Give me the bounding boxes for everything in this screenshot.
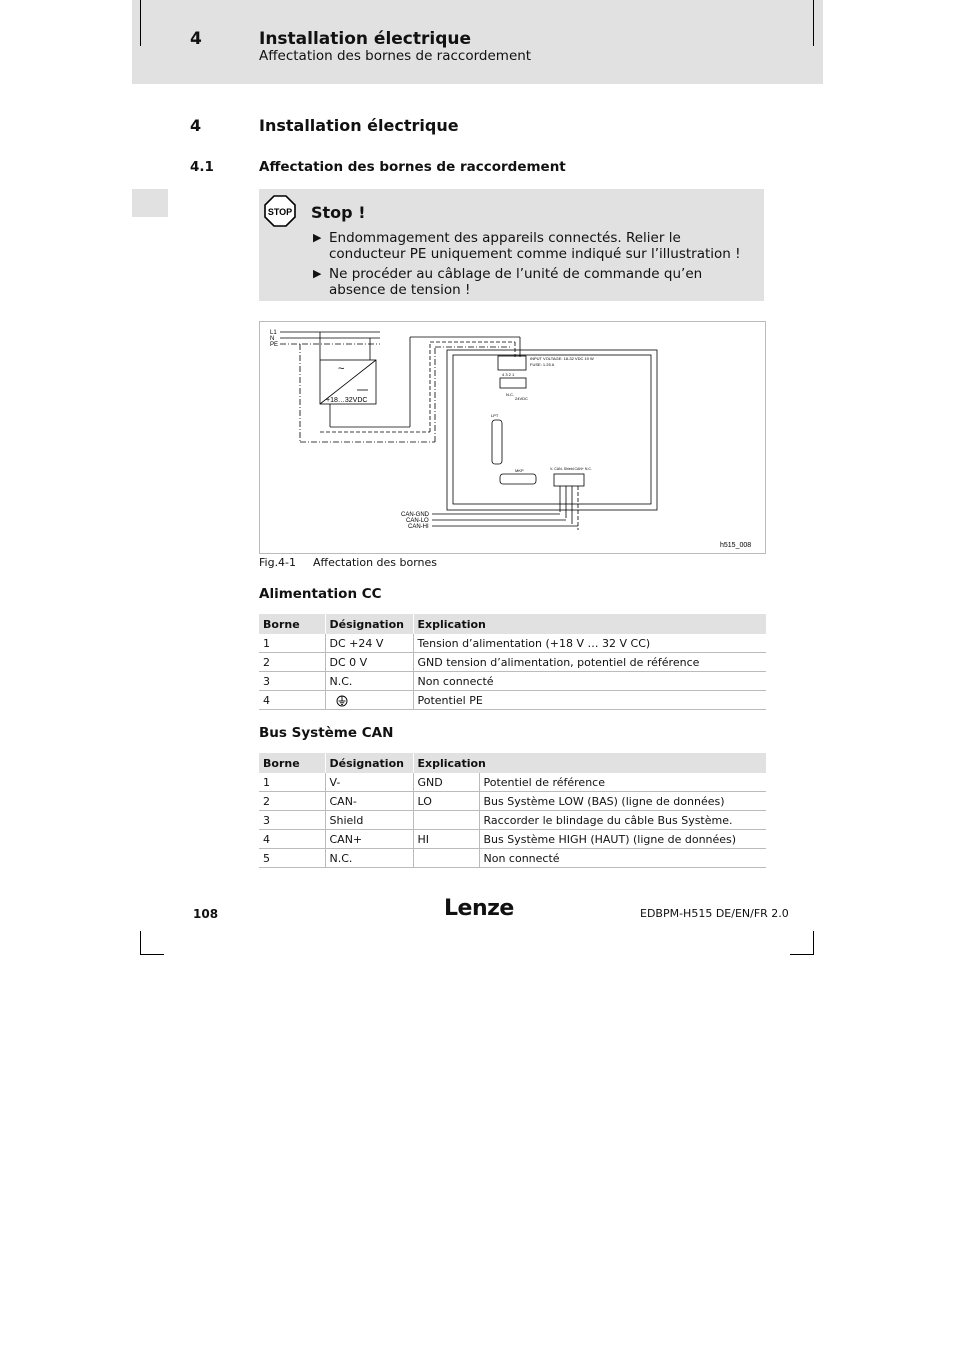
table-header-row	[259, 753, 766, 773]
label-l1: L1	[270, 330, 277, 336]
cell-borne: 2	[259, 653, 325, 672]
stop-sign-text: STOP	[267, 207, 293, 217]
cell-designation: DC +24 V	[325, 634, 413, 653]
cell-signal	[413, 849, 479, 868]
label-psu-dc: +18…32VDC	[326, 397, 368, 404]
cell-designation: N.C.	[325, 849, 413, 868]
col-header: Borne	[259, 753, 325, 773]
cell-signal: GND	[413, 773, 479, 792]
document-code: EDBPM-H515 DE/EN/FR 2.0	[640, 907, 789, 920]
bullet-arrow-icon: ▶	[313, 231, 322, 244]
page-number: 108	[193, 907, 219, 921]
crop-mark	[140, 931, 141, 955]
table-row	[259, 634, 766, 653]
table-row	[259, 672, 766, 691]
cell-borne: 1	[259, 634, 325, 653]
stop-sign-icon	[264, 195, 296, 227]
table-row	[259, 830, 766, 849]
col-header: Désignation	[325, 753, 413, 773]
cell-designation: V-	[325, 773, 413, 792]
cell-borne: 3	[259, 811, 325, 830]
stop-bullet-text: Ne procéder au câblage de l’unité de commande qu’en absence de tension !	[329, 266, 703, 298]
crop-mark	[140, 954, 164, 955]
cell-explication: GND tension d’alimentation, potentiel de référence	[413, 653, 766, 672]
crop-mark	[140, 0, 141, 46]
table-row	[259, 773, 766, 792]
section-title: Installation électrique	[259, 116, 459, 135]
cell-explication: Non connecté	[413, 672, 766, 691]
cell-designation: CAN+	[325, 830, 413, 849]
stop-title: Stop !	[311, 203, 366, 222]
label-n: N	[270, 336, 275, 342]
cell-explication: Tension d’alimentation (+18 V … 32 V CC)	[413, 634, 766, 653]
crop-mark	[813, 0, 814, 46]
label-psu-ac: ~	[338, 363, 345, 375]
cell-explication: Potentiel de référence	[479, 773, 766, 792]
dc-table-heading: Alimentation CC	[259, 586, 382, 602]
cell-borne: 4	[259, 691, 325, 710]
label-can-gnd: CAN-GND	[401, 512, 429, 518]
stop-bullet-text: Endommagement des appareils connectés. Relier le conducteur PE uniquement comme indiqué sur l’illustration !	[329, 230, 741, 262]
header-subtitle: Affectation des bornes de raccordement	[259, 48, 532, 64]
cell-borne: 3	[259, 672, 325, 691]
cell-signal: LO	[413, 792, 479, 811]
figure-caption-number: Fig.4-1	[259, 556, 297, 569]
cell-explication: Raccorder le blindage du câble Bus Système.	[479, 811, 766, 830]
side-tab	[132, 189, 168, 217]
cell-explication: Non connecté	[479, 849, 766, 868]
cell-signal	[413, 811, 479, 830]
cell-designation	[325, 691, 413, 710]
table-row	[259, 811, 766, 830]
col-header: Explication	[413, 753, 766, 773]
col-header: Explication	[413, 614, 766, 634]
col-header: Borne	[259, 614, 325, 634]
lenze-logo: Lenze	[444, 896, 514, 921]
label-can-pins: V- CAN- Shield CAN+ N.C.	[550, 467, 592, 471]
label-pe: PE	[270, 342, 279, 348]
table-row	[259, 691, 766, 710]
label-mkp: MKP	[515, 468, 524, 473]
wiring-diagram	[259, 321, 766, 554]
label-lpt: LPT	[491, 413, 499, 418]
subsection-number: 4.1	[190, 159, 214, 175]
cell-designation: DC 0 V	[325, 653, 413, 672]
cell-designation: Shield	[325, 811, 413, 830]
dc-table	[259, 614, 766, 710]
header-band	[132, 0, 823, 84]
bullet-arrow-icon: ▶	[313, 267, 322, 280]
crop-mark	[790, 954, 814, 955]
cell-explication: Potentiel PE	[413, 691, 766, 710]
can-table	[259, 753, 766, 868]
subsection-title: Affectation des bornes de raccordement	[259, 159, 566, 175]
label-nc: N.C.	[506, 392, 514, 397]
can-table-heading: Bus Système CAN	[259, 725, 394, 741]
label-fuse: FUSE: 1.25 A	[530, 362, 555, 367]
ground-symbol-icon	[336, 695, 348, 707]
table-row	[259, 653, 766, 672]
wiring-diagram-svg	[260, 322, 765, 553]
table-row	[259, 849, 766, 868]
cell-designation: CAN-	[325, 792, 413, 811]
stop-bullet	[313, 230, 753, 262]
cell-signal: HI	[413, 830, 479, 849]
label-can-lo: CAN-LO	[406, 518, 429, 524]
crop-mark	[813, 931, 814, 955]
section-number: 4	[190, 116, 202, 135]
figure-reference: h515_008	[720, 542, 752, 549]
figure-caption-text: Affectation des bornes	[313, 556, 438, 569]
stop-bullet	[313, 266, 753, 298]
label-can-hi: CAN-HI	[408, 524, 429, 530]
cell-explication: Bus Système LOW (BAS) (ligne de données)	[479, 792, 766, 811]
header-chapter-title: Installation électrique	[259, 29, 472, 49]
table-row	[259, 792, 766, 811]
label-24vdc: 24VDC	[515, 396, 528, 401]
label-input-voltage: INPUT VOLTAGE: 18-32 VDC 19 W	[530, 356, 594, 361]
cell-borne: 1	[259, 773, 325, 792]
table-header-row	[259, 614, 766, 634]
cell-designation: N.C.	[325, 672, 413, 691]
label-terminal-numbers: 4 3 2 1	[502, 372, 515, 377]
cell-borne: 2	[259, 792, 325, 811]
cell-borne: 5	[259, 849, 325, 868]
col-header: Désignation	[325, 614, 413, 634]
header-chapter-number: 4	[190, 29, 202, 49]
cell-explication: Bus Système HIGH (HAUT) (ligne de données)	[479, 830, 766, 849]
cell-borne: 4	[259, 830, 325, 849]
